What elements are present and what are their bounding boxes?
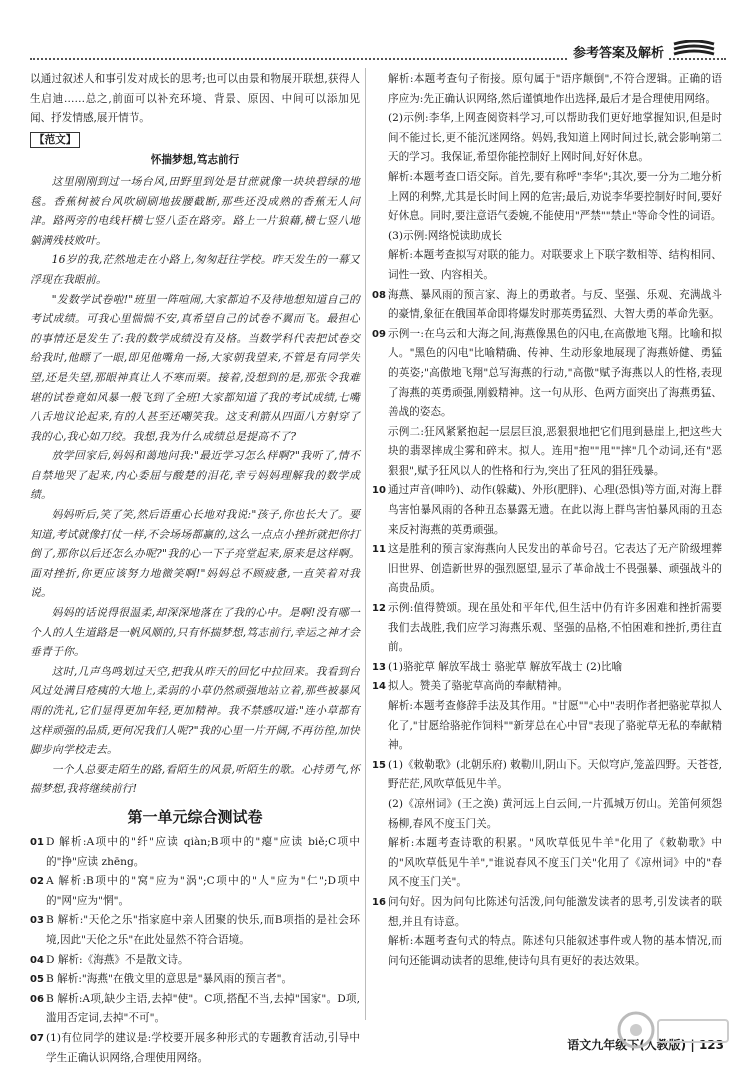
answer-item: (2)《凉州词》(王之涣) 黄河远上白云间,一片孤城万仞山。羌笛何须怨杨柳,春风不度玉门关。 <box>388 797 722 830</box>
answer-item: 15 (1)《敕勒歌》(北朝乐府) 敕勒川,阴山下。天似穹庐,笼盖四野。天苍苍,野茫茫,风吹草低见牛羊。 <box>372 758 722 791</box>
page-header <box>30 42 726 64</box>
answer-item: 11 这是胜利的预言家海燕向人民发出的革命号召。它表达了无产阶级埋葬旧世界、创造新世界的强烈愿望,显示了革命战士不畏强暴、顽强战斗的高贵品质。 <box>372 543 722 595</box>
essay-title: 怀揣梦想,笃志前行 <box>150 154 240 167</box>
footer-separator: | <box>690 1038 695 1052</box>
essay-body <box>30 172 360 799</box>
answer-item: 14 拟人。赞美了骆驼草高尚的奉献精神。 <box>372 680 569 693</box>
answer-item: 解析:本题考查修辞手法及其作用。"甘愿""心中"表明作者把骆驼草拟人化了,"甘愿给骆驼作饲料""新芽总在心中冒"表现了骆驼草无私的奉献精神。 <box>388 700 722 752</box>
essay-paragraph: 这时,几声鸟鸣划过天空,把我从昨天的回忆中拉回来。我看到台风过处满目疮痍的大地上,柔弱的小草仍然顽强地站立着,那些被暴风雨的洗礼,它们显得更加年轻,更加精神。我不禁感叹道:"连小草都有这样顽强的品质,更何况我们人呢?"我的心里一片开阔,不再彷徨,加快脚步向学校走去。 <box>30 664 360 757</box>
essay-paragraph: "发数学试卷啦!"班里一阵喧闹,大家都迫不及待地想知道自己的考试成绩。可我心里惴惴不安,真希望自己的试卷不翼而飞。最担心的事情还是发生了:我的数学成绩没有及格。当数学科代表把试卷交给我时,他瞟了一眼,即见他嘴角一扬,大家朝我望来,不管是有同学失望,还是失望,那眼神真让人不寒而栗。接着,没想到的是,那张令我难堪的试卷竟如风暴一般飞到了全班!大家都知道了我的考试成绩,七嘴八舌地议论起来,有的人甚至还嘲笑我。这支利箭从四面八方射穿了我的心,我心如刀绞。我想,我为什么成绩总是提高不了? <box>30 292 360 443</box>
answer-item: 示例二:狂风紧紧抱起一层层巨浪,恶狠狠地把它们甩到悬崖上,把这些大块的翡翠摔成尘雾和碎末。拟人。连用"抱""甩""摔"几个动词,还有"恶狠狠",赋予狂风以人的性格和行为,突出了狂风的猖狂残暴。 <box>388 425 722 477</box>
watermark-logo <box>612 1008 732 1056</box>
header-title: 参考答案及解析 <box>569 42 668 61</box>
answer-item: 04 D 解析:《海燕》不是散文诗。 <box>30 953 189 966</box>
essay-paragraph: 妈妈听后,笑了笑,然后语重心长地对我说:"孩子,你也长大了。要知道,考试就像打仗一样,不会场场都赢的,这么一点点小挫折就把你打倒了,那你以后还怎么办呢?"我的心一下子亮堂起来,原来是这样啊。面对挫折,你更应该努力地微笑啊!"妈妈总不顾疲惫,一直笑着对我说。 <box>30 508 360 600</box>
answer-item: 16 问句好。因为问句比陈述句活泼,问句能激发读者的思考,引发读者的联想,并且有诗意。 <box>372 895 722 928</box>
footer-label: 语文九年级下(人教版) <box>567 1038 687 1052</box>
answer-item: 02 A 解析:B项中的"窝"应为"涡";C项中的"人"应为"仁";D项中的"网"应为"惘"。 <box>30 875 360 907</box>
essay-paragraph: 妈妈的话说得很温柔,却深深地落在了我的心中。是啊!没有哪一个人的人生道路是一帆风顺的,只有怀揣梦想,笃志前行,幸运之神才会垂青于你。 <box>30 606 360 659</box>
answer-item: 解析:本题考查口语交际。首先,要有称呼"李华";其次,要一分为二地分析上网的利弊,尤其是长时间上网的危害;最后,劝说李华要控制好时间,要好好休息。同时,要注意语气委婉,不能使用"严禁""禁止"等命令性的词语。 <box>388 170 722 223</box>
intro-paragraph: 以通过叙述人和事引发对成长的思考;也可以由景和物展开联想,获得人生启迪……总之,前面可以补充环境、背景、原因、中间可以添加见闻、抒发情感,展开情节。 <box>30 73 360 125</box>
answer-list <box>30 833 360 1068</box>
page-number: 123 <box>698 1038 724 1052</box>
essay-paragraph: 一个人总要走陌生的路,看陌生的风景,听陌生的歌。心持勇气,怀揣梦想,我将继续前行! <box>30 762 360 796</box>
answer-item: 解析:本题考查诗歌的积累。"风吹草低见牛羊"化用了《敕勒歌》中的"风吹草低见牛羊","谁说春风不度玉门关"化用了《凉州词》中的"春风不度玉门关"。 <box>388 837 722 889</box>
essay-paragraph: 16岁的我,茫然地走在小路上,匆匆赶往学校。昨天发生的一幕又浮现在我眼前。 <box>30 253 360 286</box>
right-column <box>372 70 722 971</box>
essay-paragraph: 这里刚刚到过一场台风,田野里到处是甘蔗就像一块块碧绿的地毯。香蕉树被台风吹刷刷地拔腰截断,那些还没成熟的香蕉无人问津。路两旁的电线杆横七竖八歪在路旁。路上一片狼藉,横七竖八地躺满残枝败叶。 <box>30 174 360 247</box>
section-title: 第一单元综合测试卷 <box>127 807 263 826</box>
answer-item: 10 通过声音(呻吟)、动作(躲藏)、外形(肥胖)、心理(恐惧)等方面,对海上群鸟害怕暴风雨的各种丑态暴露无遗。在此以海上群鸟害怕暴风雨的丑态来反衬海燕的英勇顽强。 <box>372 484 722 536</box>
answer-item: 解析:本题考查句子衔接。原句属于"语序颠倒",不符合逻辑。正确的语序应为:先正确认识网络,然后谨慎地作出选择,最后才是合理使用网络。 <box>388 73 722 105</box>
answer-item: 06 B 解析:A项,缺少主语,去掉"使"。C项,搭配不当,去掉"国家"。D项,滥用否定词,去掉"不可"。 <box>30 992 360 1025</box>
answer-item: 03 B 解析:"天伦之乐"指家庭中亲人团聚的快乐,而B项指的是社会环境,因此"天伦之乐"在此处显然不符合语境。 <box>30 914 360 946</box>
answer-item: 解析:本题考查句式的特点。陈述句只能叙述事件或人物的基本情况,而问句还能调动读者的思维,使诗句具有更好的表达效果。 <box>388 935 722 967</box>
answer-item: 09 示例一:在乌云和大海之间,海燕像黑色的闪电,在高傲地飞翔。比喻和拟人。"黑色的闪电"比喻精确、传神、生动形象地展现了海燕娇健、勇猛的英姿;"高傲地飞翔"总写海燕的行动,"高傲"赋予海燕以人的性格,表现了海燕的英勇顽强,刚毅精神。这一句从形、色两方面突出了海燕勇猛、善战的姿态。 <box>372 327 722 419</box>
answer-item: 01 D 解析:A项中的"纤"应读 qiàn;B项中的"瘪"应读 biě;C项中的"挣"应读 zhēng。 <box>30 835 360 868</box>
header-logo-icon <box>672 40 716 58</box>
fanwen-tag: 【范文】 <box>30 132 80 148</box>
essay-paragraph: 放学回家后,妈妈和蔼地问我:"最近学习怎么样啊?"我听了,情不自禁地哭了起来,内心委屈与酸楚的泪花,幸亏妈妈理解我的数学成绩。 <box>30 449 360 502</box>
answer-item: 08 海燕、暴风雨的预言家、海上的勇敢者。与反、坚强、乐观、充满战斗的豪情,象征在俄国革命即将爆发时那英勇猛烈、大智大勇的革命先驱。 <box>372 288 722 321</box>
column-divider <box>365 68 366 1020</box>
answer-item: 13 (1)骆驼草 解放军战士 骆驼草 解放军战士 (2)比喻 <box>372 660 623 673</box>
answer-item: (2)示例:李华,上网查阅资料学习,可以帮助我们更好地掌握知识,但是时间不能过长,更不能沉迷网络。妈妈,我知道上网时间过长,就会影响第二天的学习。我保证,希望你能控制好上网时间,好好休息。 <box>388 112 722 164</box>
answer-item: (3)示例:网络悦读助成长 <box>388 229 502 242</box>
answer-item: 05 B 解析:"海燕"在俄文里的意思是"暴风雨的预言者"。 <box>30 973 293 986</box>
answer-item: 12 示例:值得赞颂。现在虽处和平年代,但生活中仍有许多困难和挫折需要我们去战胜,我们应学习海燕乐观、坚强的品格,不怕困难和挫折,勇往直前。 <box>372 602 722 654</box>
left-column <box>30 70 360 1068</box>
answer-item: 解析:本题考查拟写对联的能力。对联要求上下联字数相等、结构相同、词性一致、内容相关。 <box>388 249 722 281</box>
answer-item: 07 (1)有位同学的建议是:学校要开展多种形式的专题教育活动,引导中学生正确认识网络,合理使用网络。 <box>30 1031 360 1064</box>
